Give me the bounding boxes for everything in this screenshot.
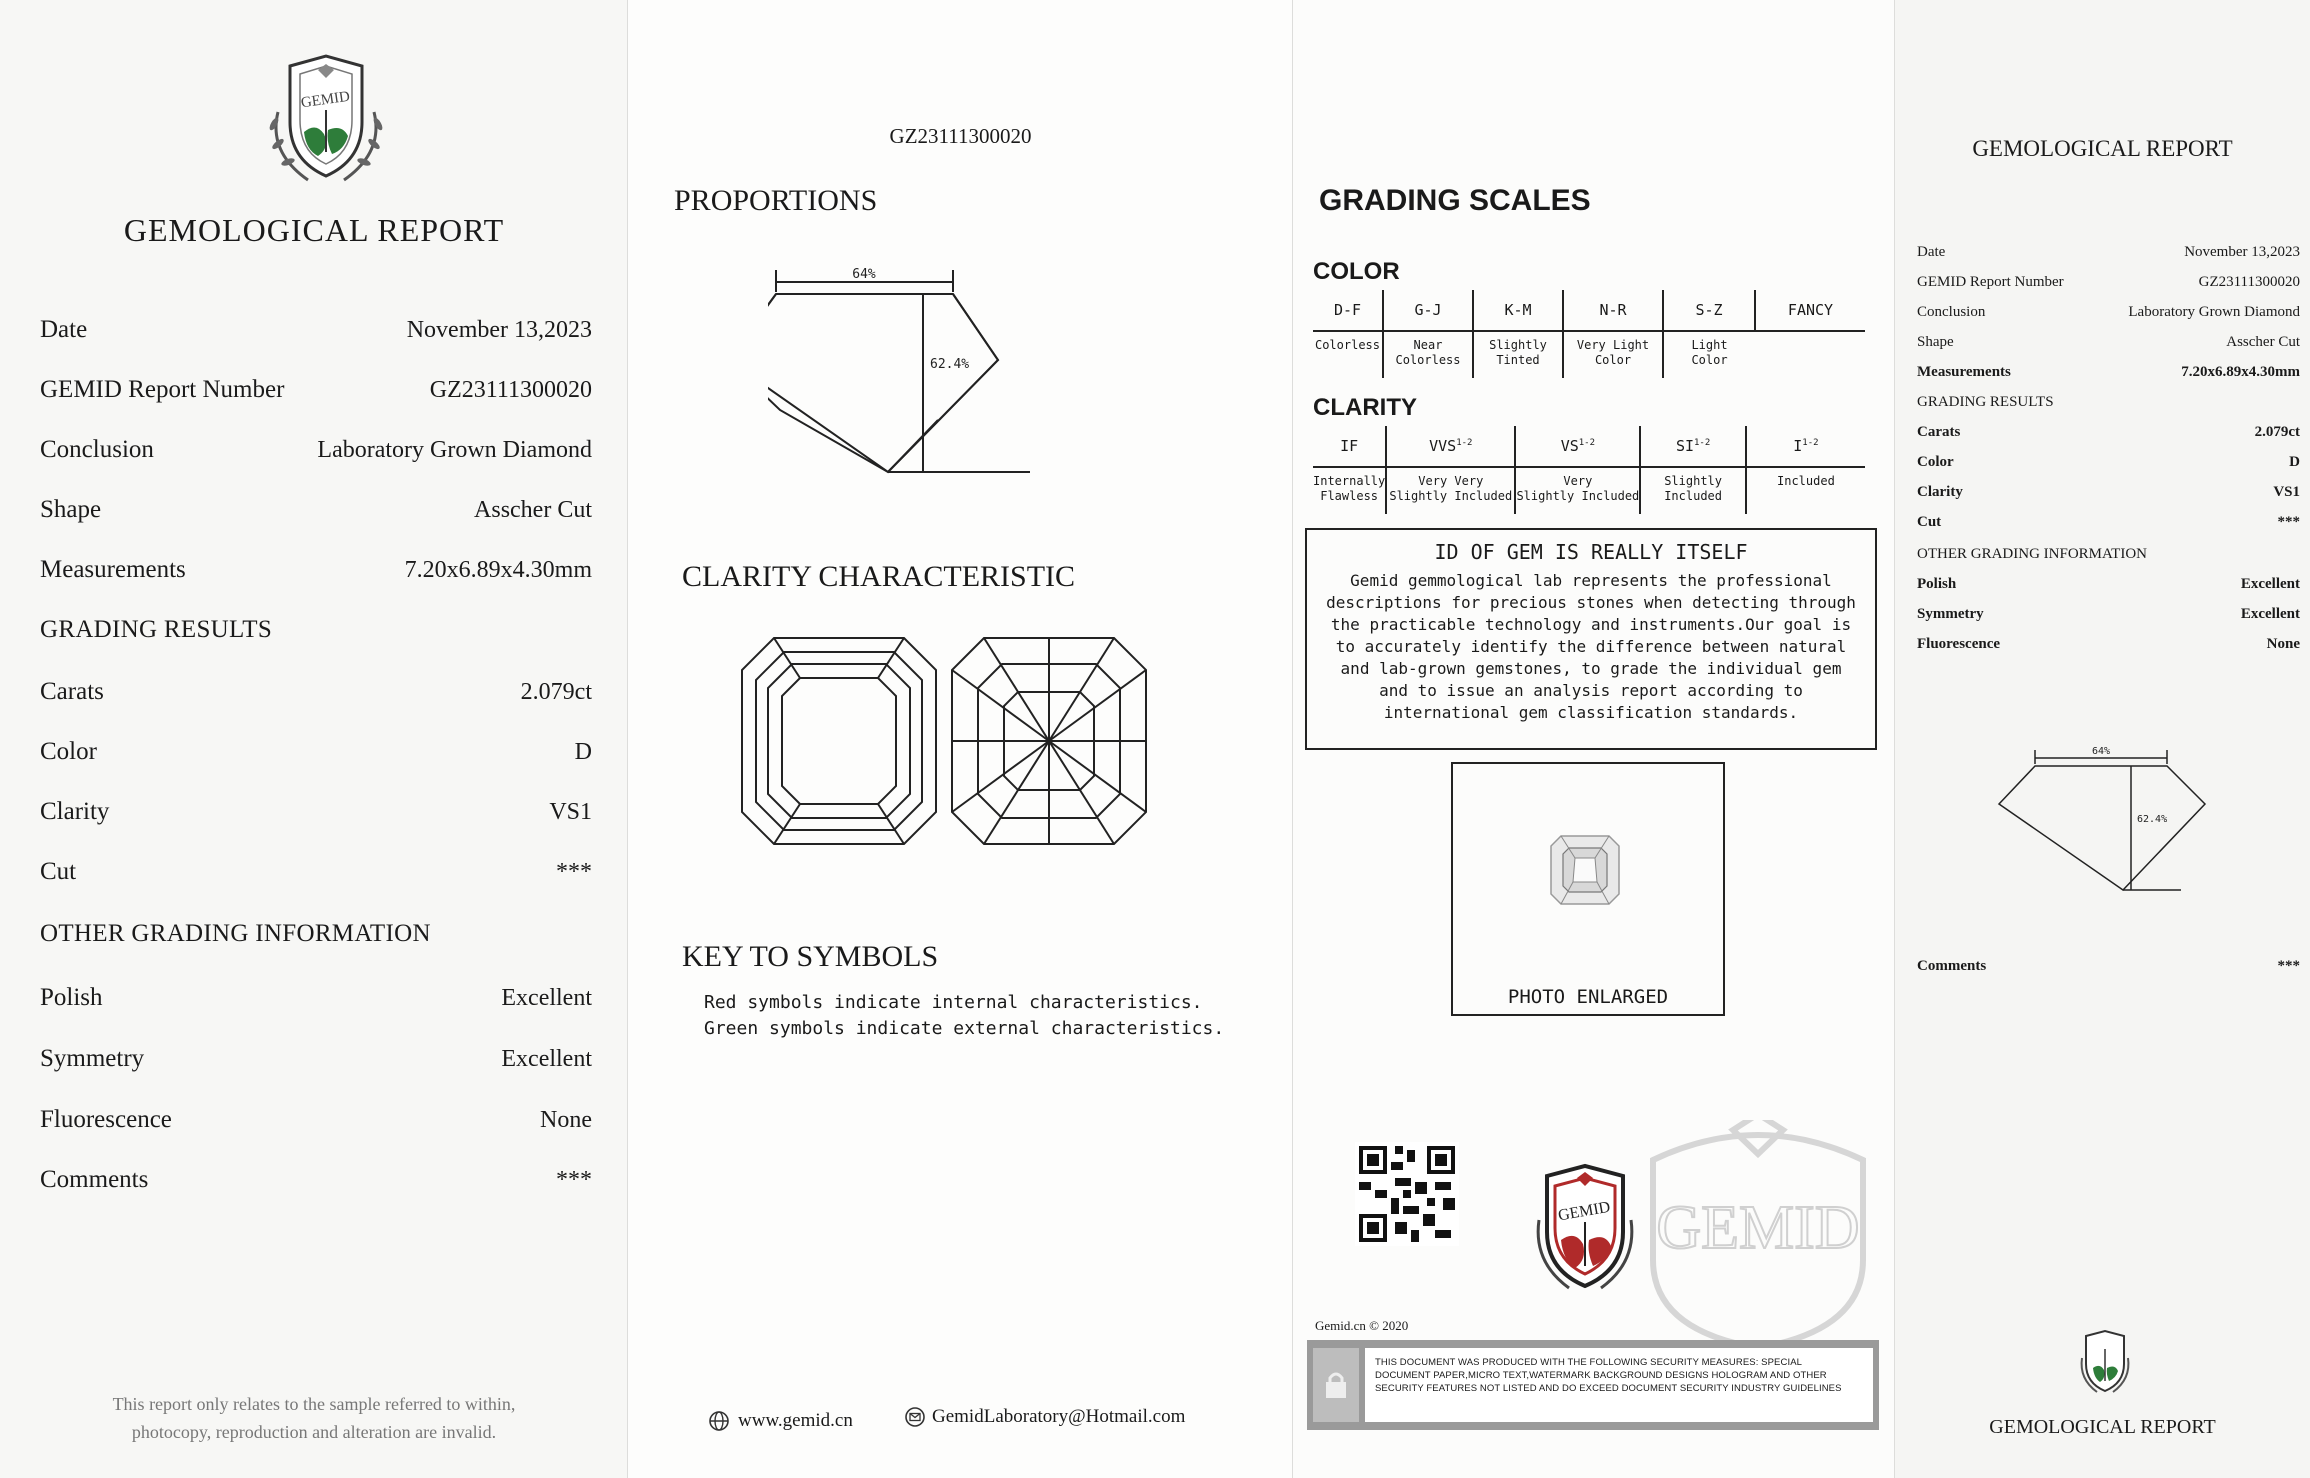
value: VS1 [549,799,592,825]
clarity-grade-sup: 1-2 [1694,438,1711,448]
clarity-desc-line: Slightly [1664,474,1722,488]
clarity-grade [1386,426,1515,467]
copyright: Gemid.cn © 2020 [1315,1318,1409,1333]
label: OTHER GRADING INFORMATION [1917,546,2147,562]
qr-code[interactable] [1355,1142,1459,1246]
label: Cut [1917,514,1942,530]
color-grade: FANCY [1755,290,1865,331]
id-statement-body [1307,570,1875,724]
clarity-grade [1515,426,1640,467]
website-text: www.gemid.cn [738,1410,853,1431]
color-desc-line: Color [1691,353,1728,367]
clarity-desc [1313,467,1386,514]
clarity-desc-line: Internally [1313,474,1386,488]
label: Shape [40,496,102,523]
clarity-desc [1746,467,1865,514]
clarity-grade-sup: 1-2 [1802,438,1819,448]
color-desc [1663,331,1755,378]
security-line: DOCUMENT PAPER,MICRO TEXT,WATERMARK BACKGROUND DESIGNS HOLOGRAM AND OTHER [1375,1370,1827,1381]
color-grade: K-M [1473,290,1563,331]
proportions-diagram [768,260,1108,480]
row-conclusion [40,436,592,464]
label: Measurements [40,556,186,583]
stub-depth-percent: 62.4% [2137,814,2168,825]
stub-row-color [1917,454,2300,471]
website-link[interactable] [708,1410,853,1432]
key-line-red: Red symbols indicate internal characteristics. [704,992,1203,1013]
row-color [40,738,592,766]
stub-row-conclusion [1917,304,2300,321]
color-desc [1383,331,1473,378]
value: 7.20x6.89x4.30mm [2181,364,2300,380]
stub-row-cut [1917,514,2300,531]
value: Laboratory Grown Diamond [317,437,592,463]
lock-icon [1322,1370,1350,1400]
label: Clarity [1917,484,1963,500]
row-report-number [40,376,592,404]
photo-label: PHOTO ENLARGED [1507,986,1669,1008]
color-desc-line: Color [1594,353,1632,367]
clarity-characteristic-heading: CLARITY CHARACTERISTIC [682,560,1076,593]
value: Excellent [501,985,592,1011]
clarity-scale [1313,426,1865,514]
email-link[interactable] [904,1406,1185,1428]
stub-grading-heading [1917,394,2300,411]
stub-gemid-logo [2075,1328,2135,1400]
email-text: GemidLaboratory@Hotmail.com [932,1406,1186,1427]
disclaimer [30,1390,598,1446]
clarity-desc [1386,467,1515,514]
lock-badge [1313,1348,1359,1422]
clarity-grade-base: VS [1560,437,1579,455]
label: Symmetry [1917,606,1984,622]
id-statement-title: ID OF GEM IS REALLY ITSELF [1434,540,1748,564]
label: Cut [40,858,77,885]
color-grade: D-F [1313,290,1383,331]
stub-row-fluorescence [1917,636,2300,653]
label: Comments [40,1166,149,1193]
label: Fluorescence [40,1106,172,1133]
id-line: international gem classification standards. [1383,703,1799,722]
id-line: and to issue an analysis report according to [1379,681,1803,700]
grading-results-heading: GRADING RESULTS [40,616,273,643]
clarity-grade [1313,426,1386,467]
crown-view [742,638,936,844]
label: Carats [40,678,104,705]
row-polish [40,984,592,1012]
row-clarity [40,798,592,826]
color-desc [1313,331,1383,378]
grading-scales-heading: GRADING SCALES [1319,184,1591,217]
value: None [540,1107,592,1133]
clarity-desc-line: Slightly Included [1389,489,1513,503]
value: 2.079ct [520,679,592,705]
color-desc [1473,331,1563,378]
label: GEMID Report Number [40,376,285,403]
row-fluorescence [40,1106,592,1134]
report-title: GEMOLOGICAL REPORT [123,212,505,248]
security-text [1365,1348,1873,1395]
value: Excellent [2240,606,2300,622]
label: Color [1917,454,1954,470]
label: Carats [1917,424,1961,440]
row-symmetry [40,1045,592,1073]
color-desc-line: Colorless [1314,338,1381,352]
security-strip [1307,1340,1879,1430]
key-to-symbols-heading: KEY TO SYMBOLS [682,940,939,973]
row-shape [40,496,592,524]
color-desc [1755,331,1865,378]
row-carats [40,678,592,706]
stub-title: GEMOLOGICAL REPORT [1972,136,2233,161]
color-scale-heading: COLOR [1313,258,1400,285]
color-desc-line: Light [1691,338,1728,352]
mail-icon [904,1406,926,1428]
row-date [40,316,592,344]
clarity-desc-line: Flawless [1320,489,1379,503]
report-number-header: GZ23111300020 [889,124,1032,148]
value: GZ23111300020 [2198,274,2300,290]
id-line: Gemid gemmological lab represents the professional [1350,571,1832,590]
value: GZ23111300020 [429,377,592,403]
clarity-desc [1515,467,1640,514]
stub-row-shape [1917,334,2300,351]
key-to-symbols-text [704,990,1224,1042]
grading-scales-panel [1293,0,1895,1478]
clarity-desc-line: Very [1563,474,1593,488]
label: Comments [1917,958,1987,974]
clarity-desc [1640,467,1745,514]
gemid-crest-logo [258,52,394,192]
logo-gemid-text: GEMID [1556,1198,1612,1225]
label: Shape [1917,334,1954,350]
logo-gemid-text: GEMID [299,88,351,112]
diagrams-panel [628,0,1293,1478]
value: 2.079ct [2254,424,2300,440]
color-scale [1313,290,1865,378]
label: Conclusion [40,436,154,463]
stub-row-report-number [1917,274,2300,291]
label: Clarity [40,798,110,825]
depth-percent: 62.4% [930,357,970,372]
stub-bottom-title: GEMOLOGICAL REPORT [1989,1416,2216,1438]
security-line: THIS DOCUMENT WAS PRODUCED WITH THE FOLLOWING SECURITY MEASURES: SPECIAL [1375,1357,1803,1368]
value: D [574,739,592,765]
label: Date [1917,244,1946,260]
proportions-heading: PROPORTIONS [674,184,878,217]
row-cut [40,858,592,886]
clarity-grade-base: I [1793,437,1803,455]
value: Laboratory Grown Diamond [2128,304,2300,320]
label: Symmetry [40,1045,145,1072]
id-line: descriptions for precious stones when detecting through [1326,593,1856,612]
value: Excellent [2240,576,2300,592]
label: Date [40,316,88,343]
color-desc-line: Slightly [1489,338,1547,352]
stub-row-comments [1917,958,2300,975]
disclaimer-line-2: photocopy, reproduction and alteration are invalid. [131,1422,497,1442]
label: Fluorescence [1917,636,2001,652]
clarity-grade [1746,426,1865,467]
disclaimer-line-1: This report only relates to the sample referred to within, [112,1394,516,1414]
key-line-green: Green symbols indicate external characteristics. [704,1018,1225,1039]
watermark-text: GEMID [1656,1194,1860,1262]
id-line: to accurately identify the difference between natural [1335,637,1847,656]
stub-row-measurements [1917,364,2300,381]
color-desc-line: Near [1413,338,1443,352]
clarity-plot-diagrams [734,636,1148,850]
security-text-area [1365,1348,1873,1422]
stub-row-clarity [1917,484,2300,501]
label: Conclusion [1917,304,1986,320]
label: Measurements [1917,364,2011,380]
clarity-desc-line: Very Very [1418,474,1484,488]
value: VS1 [2273,484,2300,500]
clarity-grade-base: SI [1675,437,1694,455]
row-comments [40,1166,592,1194]
id-statement-box [1305,528,1877,750]
gemid-watermark [1623,1120,1893,1350]
stub-row-polish [1917,576,2300,593]
label: GRADING RESULTS [1917,394,2054,410]
id-line: the practicable technology and instruments.Our goal is [1330,615,1852,634]
label: GEMID Report Number [1917,274,2064,290]
clarity-desc-line: Included [1664,489,1722,503]
globe-icon [708,1410,730,1432]
report-summary-panel [0,0,628,1478]
label: Polish [1917,576,1957,592]
pavilion-view [952,638,1146,844]
value: *** [2277,958,2300,974]
stub-table-percent: 64% [2091,746,2111,757]
photo-box [1451,762,1725,1016]
color-desc [1563,331,1663,378]
clarity-grade [1640,426,1745,467]
value: D [2289,454,2300,470]
color-grade: S-Z [1663,290,1755,331]
color-desc-line: Tinted [1496,353,1540,367]
value: *** [556,1167,592,1193]
color-desc-line: Colorless [1395,353,1461,367]
clarity-scale-heading: CLARITY [1313,394,1417,421]
color-grade: N-R [1563,290,1663,331]
label: Polish [40,984,103,1011]
clarity-desc-line: Slightly Included [1516,489,1640,503]
row-measurements [40,556,592,584]
report-stub-panel [1895,0,2310,1478]
security-line: SECURITY FEATURES NOT LISTED AND DO EXCEED DOCUMENT SECURITY INDUSTRY GUIDELINES [1375,1383,1842,1394]
clarity-grade-base: VVS [1429,437,1457,455]
value: Excellent [501,1046,592,1072]
clarity-grade-base: IF [1340,437,1359,455]
stub-other-heading [1917,546,2300,563]
other-grading-heading: OTHER GRADING INFORMATION [40,920,431,947]
color-grade: G-J [1383,290,1473,331]
value: Asscher Cut [2226,334,2300,350]
stub-row-date [1917,244,2300,261]
label: Color [40,738,97,765]
stub-row-carats [1917,424,2300,441]
color-desc-line: Very Light [1576,338,1650,352]
value: *** [2277,514,2300,530]
value: Asscher Cut [474,497,592,523]
id-line: and lab-grown gemstones, to grade the individual gem [1340,659,1842,678]
value: 7.20x6.89x4.30mm [404,557,592,583]
value: None [2266,636,2300,652]
value: *** [556,859,592,885]
stub-proportions-diagram [1991,744,2223,894]
value: November 13,2023 [2184,244,2300,260]
clarity-grade-sup: 1-2 [1578,438,1596,448]
stub-row-symmetry [1917,606,2300,623]
clarity-desc-line: Included [1777,474,1835,488]
diamond-photo [1547,832,1623,908]
table-percent: 64% [852,267,876,282]
value: November 13,2023 [406,317,592,343]
clarity-grade-sup: 1-2 [1456,438,1473,448]
